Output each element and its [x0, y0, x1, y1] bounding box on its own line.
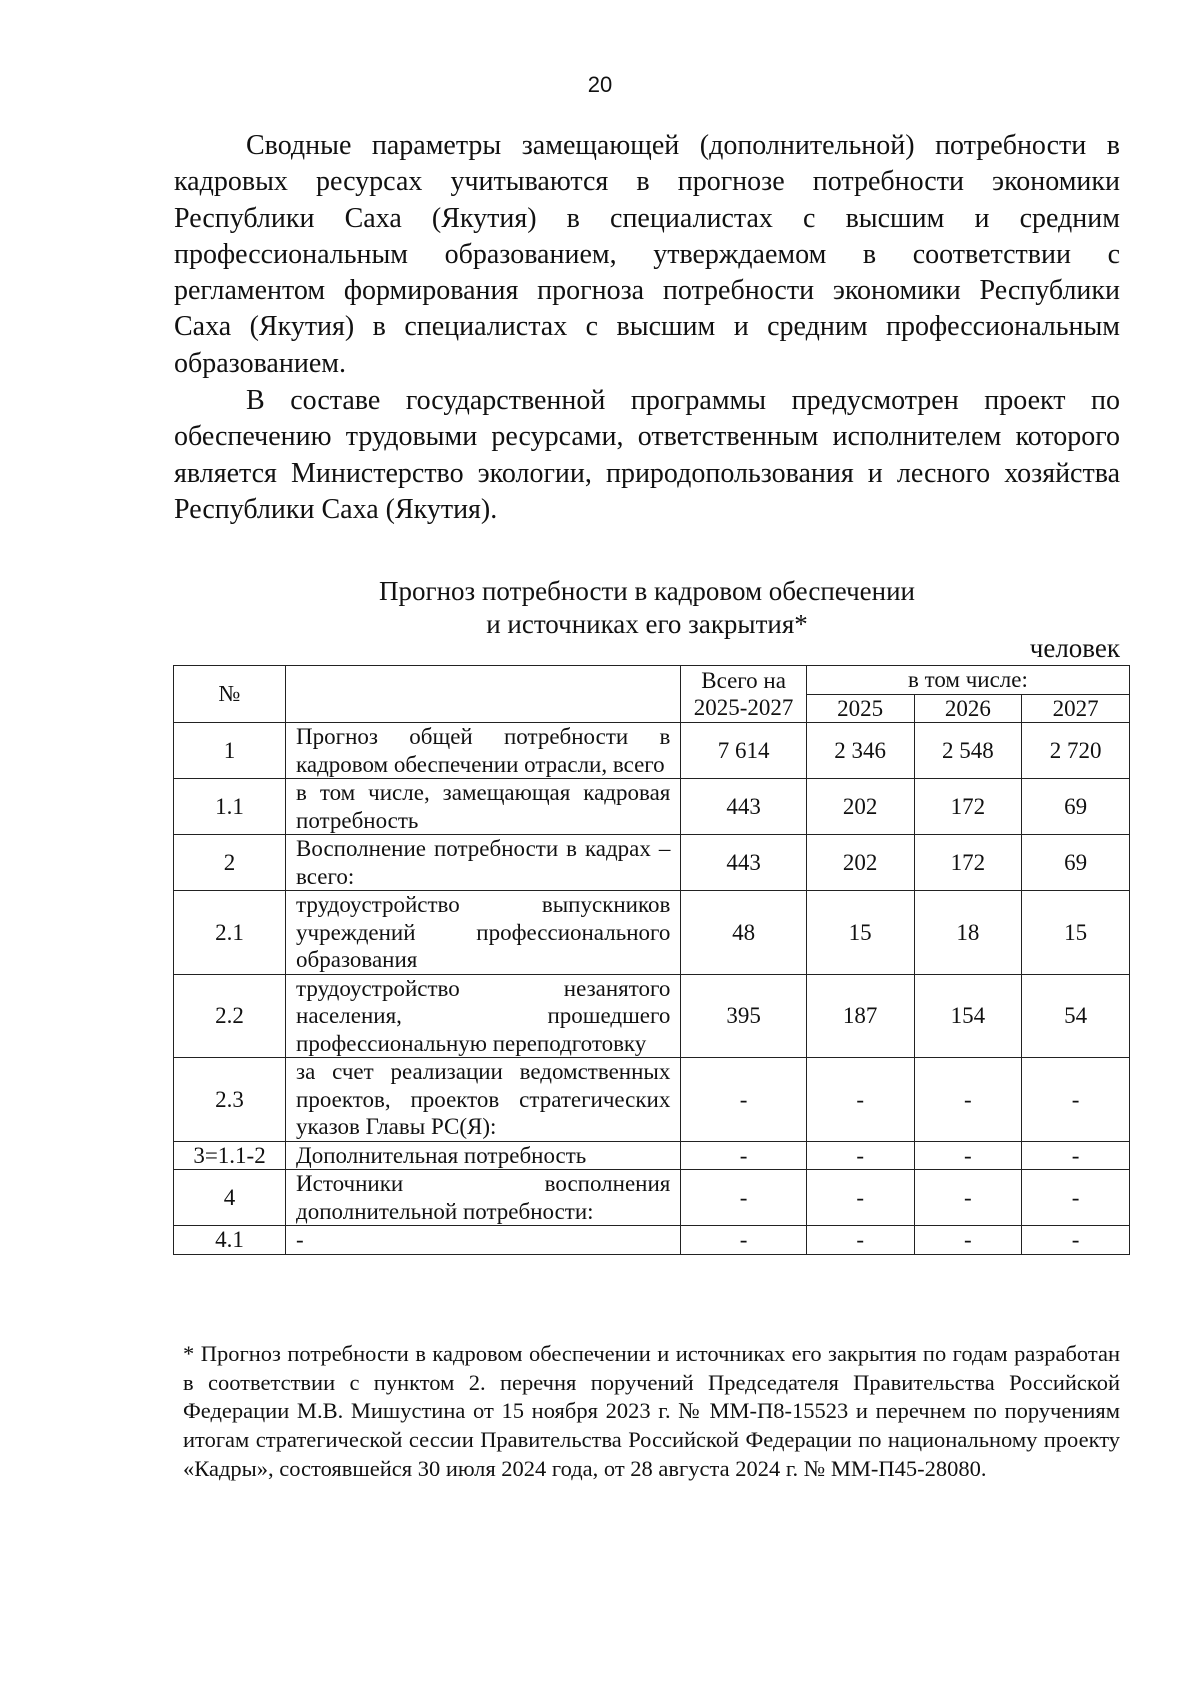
row-2027: -	[1022, 1141, 1130, 1170]
table-row	[174, 835, 1130, 891]
table-caption-line-1: Прогноз потребности в кадровом обеспечении	[379, 576, 915, 606]
page-number: 20	[587, 72, 613, 97]
row-2027: -	[1022, 1058, 1130, 1142]
row-2025: 15	[806, 891, 914, 975]
row-2027: 54	[1022, 974, 1130, 1058]
table-unit-label: человек	[1029, 633, 1120, 663]
header-year-2026: 2026	[914, 694, 1022, 723]
row-2026: 172	[914, 835, 1022, 891]
row-number: 4	[174, 1170, 286, 1226]
row-total: -	[681, 1170, 806, 1226]
row-number: 1.1	[174, 779, 286, 835]
row-2025: 202	[806, 835, 914, 891]
row-2026: 18	[914, 891, 1022, 975]
row-2026: 2 548	[914, 723, 1022, 779]
forecast-table	[173, 665, 1130, 1255]
row-name: -	[286, 1226, 681, 1255]
paragraph-text: Сводные параметры замещающей (дополнительной) потребности в кадровых ресурсах учитываются в прогнозе потребности экономики Республики Саха (Якутия) в специалистах с высшим и средним профессиональным образованием, утверждаемом в соответствии с регламентом формирования прогноза потребности экономики Республики Саха (Якутия) в специалистах с высшим и средним профессиональным образованием.	[174, 130, 1120, 379]
header-year-2025: 2025	[806, 694, 914, 723]
header-including: в том числе:	[806, 666, 1129, 695]
row-number: 2.1	[174, 891, 286, 975]
row-total: 48	[681, 891, 806, 975]
row-2027: 15	[1022, 891, 1130, 975]
body-paragraph-1	[174, 128, 1120, 382]
table-row	[174, 1058, 1130, 1142]
row-name: Прогноз общей потребности в кадровом обеспечении отрасли, всего	[286, 723, 681, 779]
table-caption-line-2: и источниках его закрытия*	[486, 609, 808, 639]
row-2027: 69	[1022, 779, 1130, 835]
row-number: 1	[174, 723, 286, 779]
row-2025: 187	[806, 974, 914, 1058]
row-2026: -	[914, 1141, 1022, 1170]
row-total: 395	[681, 974, 806, 1058]
table-row	[174, 974, 1130, 1058]
table-row	[174, 891, 1130, 975]
row-2025: -	[806, 1058, 914, 1142]
table-row	[174, 1170, 1130, 1226]
row-2025: -	[806, 1141, 914, 1170]
row-total: 443	[681, 835, 806, 891]
row-total: -	[681, 1141, 806, 1170]
row-2025: -	[806, 1170, 914, 1226]
row-2025: 202	[806, 779, 914, 835]
row-total: -	[681, 1226, 806, 1255]
row-2026: -	[914, 1058, 1022, 1142]
row-2027: -	[1022, 1226, 1130, 1255]
row-total: 443	[681, 779, 806, 835]
row-2026: 154	[914, 974, 1022, 1058]
header-total: Всего на 2025-2027	[681, 666, 806, 723]
row-number: 2	[174, 835, 286, 891]
row-2026: -	[914, 1226, 1022, 1255]
row-2025: -	[806, 1226, 914, 1255]
row-name: Источники восполнения дополнительной потребности:	[286, 1170, 681, 1226]
row-number: 2.3	[174, 1058, 286, 1142]
paragraph-text: В составе государственной программы предусмотрен проект по обеспечению трудовыми ресурсами, ответственным исполнителем которого является Министерство экологии, природопользования и лесного хозяйства Республики Саха (Якутия).	[174, 385, 1120, 525]
table-row	[174, 723, 1130, 779]
row-number: 4.1	[174, 1226, 286, 1255]
table-header-row	[174, 666, 1130, 695]
row-2025: 2 346	[806, 723, 914, 779]
row-2027: 2 720	[1022, 723, 1130, 779]
row-number: 2.2	[174, 974, 286, 1058]
row-2026: 172	[914, 779, 1022, 835]
body-paragraph-2	[174, 383, 1120, 528]
row-name: Дополнительная потребность	[286, 1141, 681, 1170]
header-name	[286, 666, 681, 723]
row-number: 3=1.1-2	[174, 1141, 286, 1170]
row-2027: 69	[1022, 835, 1130, 891]
row-name: трудоустройство незанятого населения, прошедшего профессиональную переподготовку	[286, 974, 681, 1058]
table-row	[174, 1141, 1130, 1170]
table-row	[174, 1226, 1130, 1255]
row-total: 7 614	[681, 723, 806, 779]
row-name: Восполнение потребности в кадрах – всего:	[286, 835, 681, 891]
header-number: №	[174, 666, 286, 723]
row-2026: -	[914, 1170, 1022, 1226]
row-2027: -	[1022, 1170, 1130, 1226]
table-footnote: * Прогноз потребности в кадровом обеспечении и источниках его закрытия по годам разработан в соответствии с пунктом 2. перечня поручений Председателя Правительства Российской Федерации М.В. Мишустина от 15 ноября 2023 г. № ММ-П8-15523 и перечнем по поручениям итогам стратегической сессии Правительства Российской Федерации по национальному проекту «Кадры», состоявшейся 30 июля 2024 года, от 28 августа 2024 г. № ММ-П45-28080.	[183, 1341, 1120, 1481]
row-name: в том числе, замещающая кадровая потребность	[286, 779, 681, 835]
table-row	[174, 779, 1130, 835]
row-name: за счет реализации ведомственных проектов, проектов стратегических указов Главы РС(Я):	[286, 1058, 681, 1142]
table-caption	[174, 575, 1120, 641]
row-name: трудоустройство выпускников учреждений профессионального образования	[286, 891, 681, 975]
row-total: -	[681, 1058, 806, 1142]
header-year-2027: 2027	[1022, 694, 1130, 723]
